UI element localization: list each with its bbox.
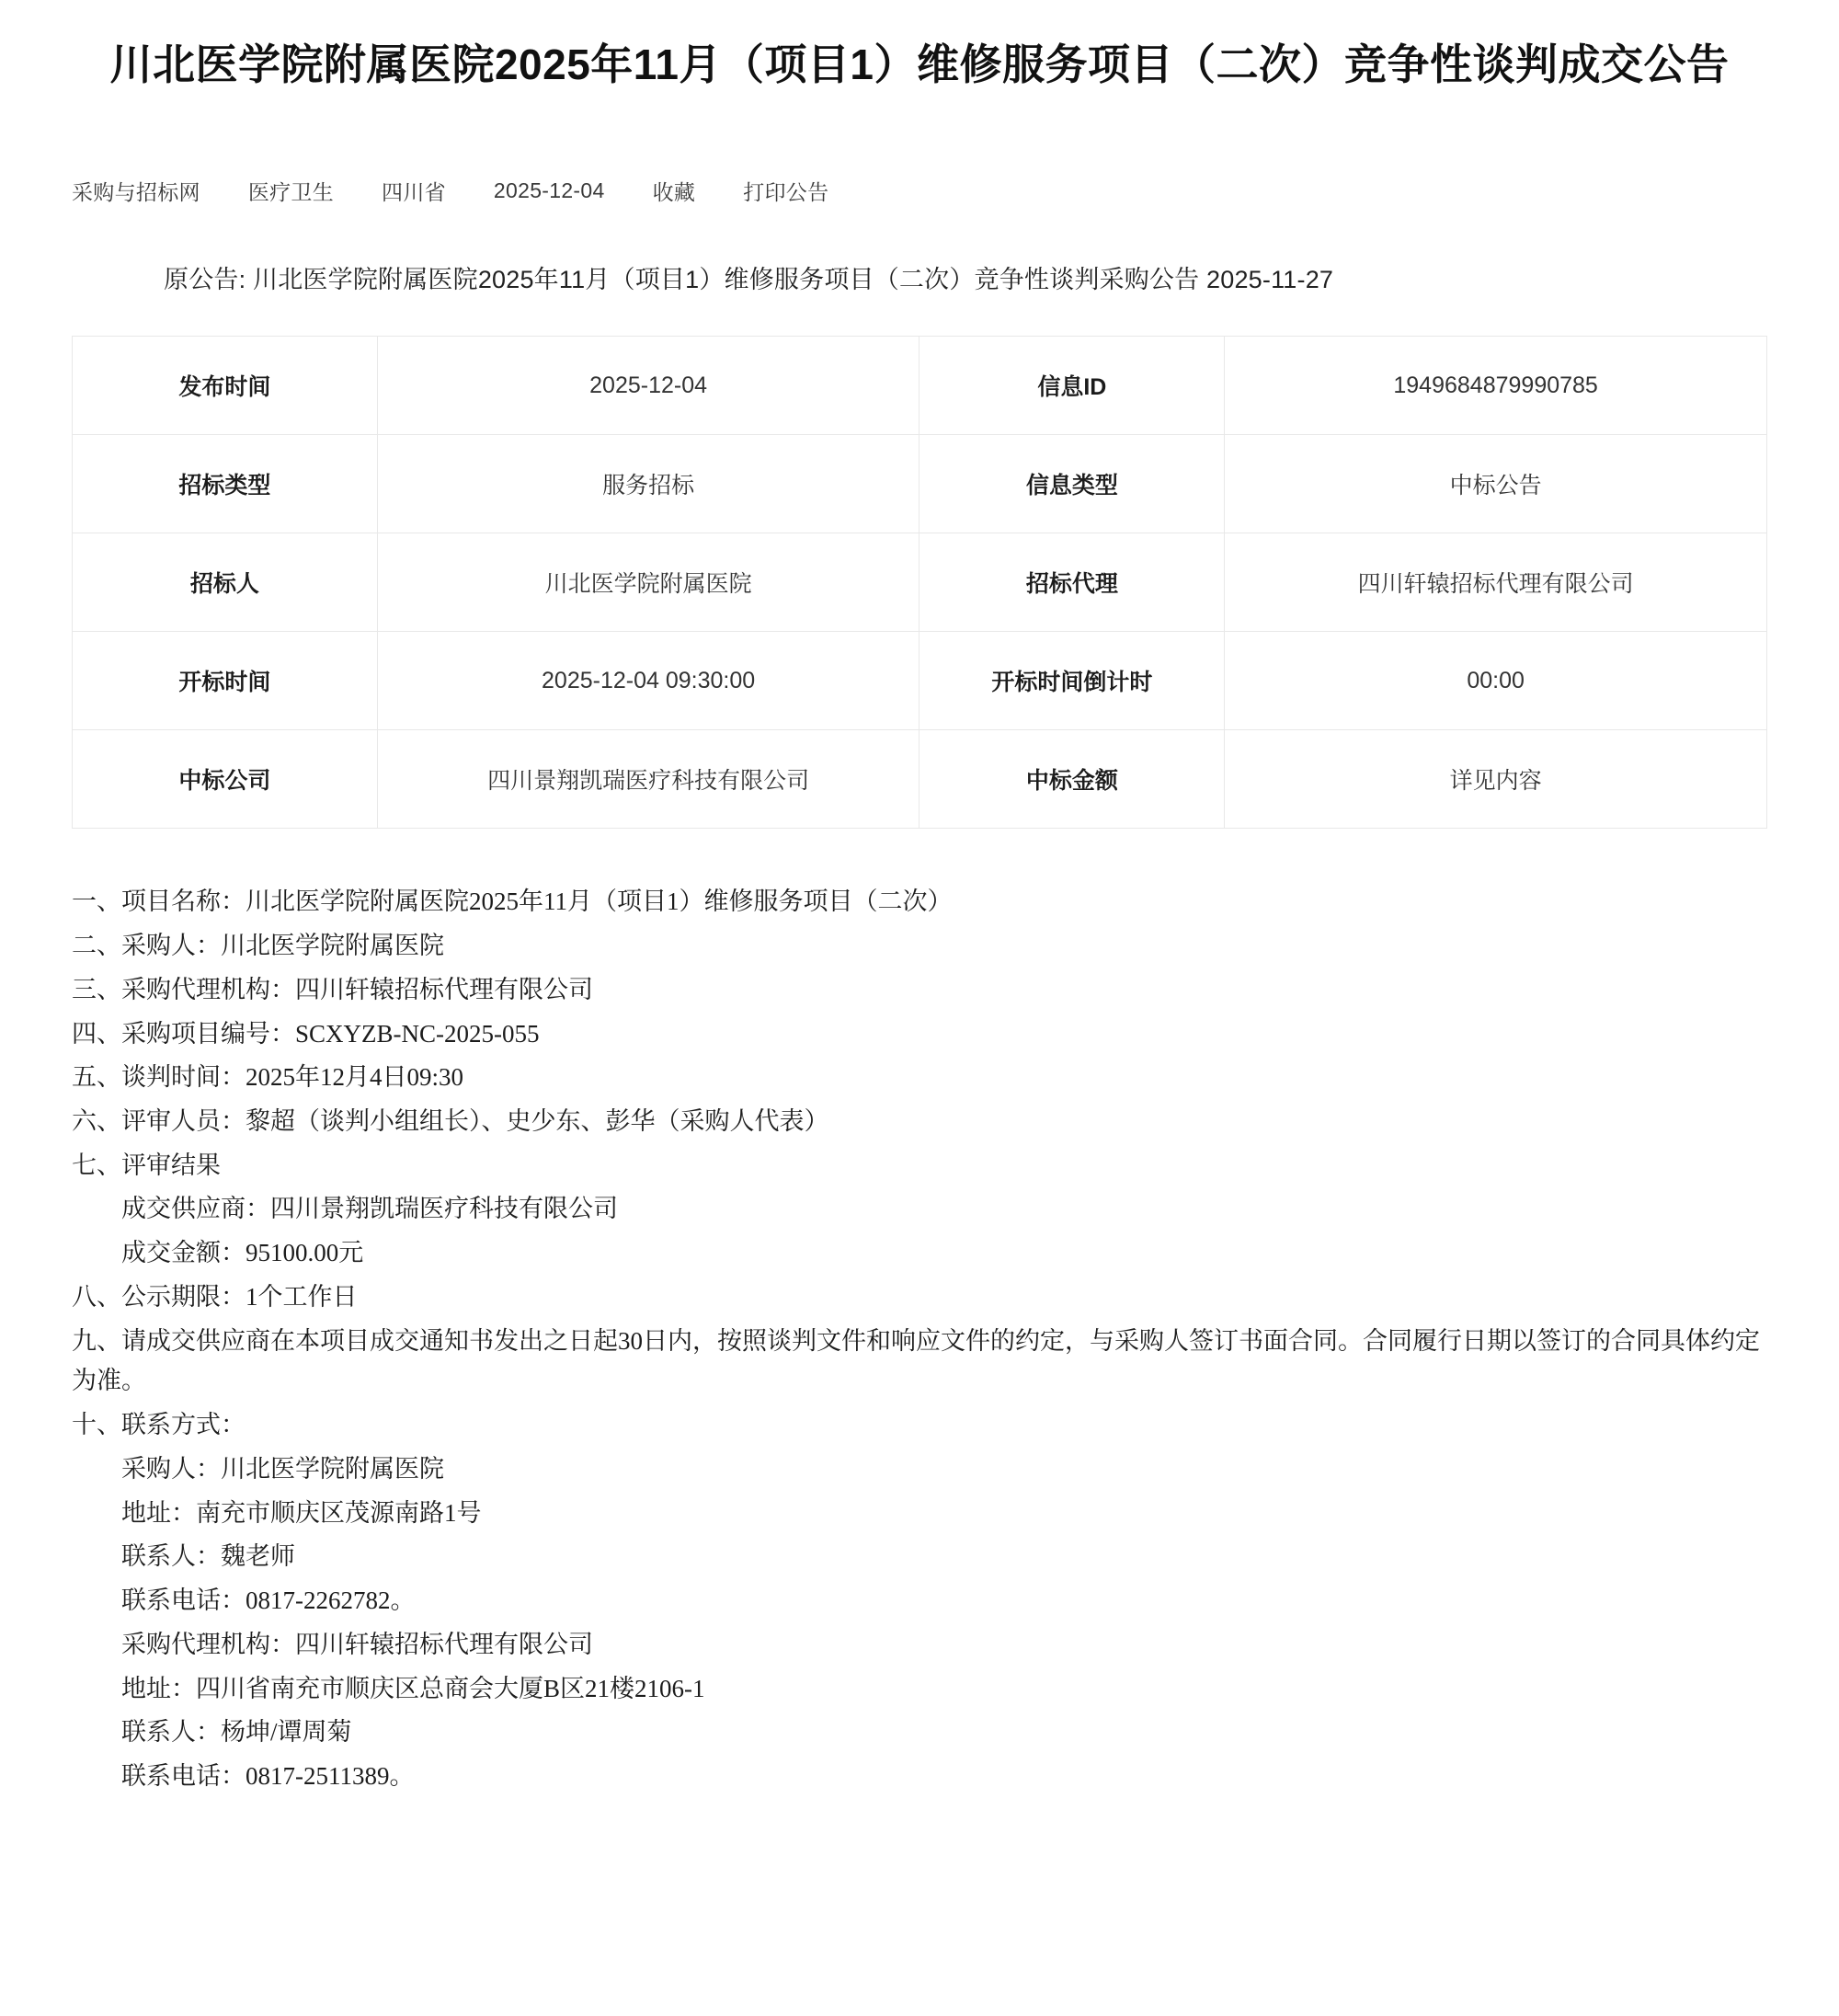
- cell-key: 信息类型: [920, 435, 1225, 533]
- body-line-negotiation-time: 五、谈判时间：2025年12月4日09:30: [72, 1063, 464, 1092]
- info-table: [72, 336, 1767, 829]
- favorite-button[interactable]: 收藏: [652, 180, 696, 205]
- body-line-winning-amount: 成交金额：95100.00元: [121, 1239, 364, 1267]
- table-row: [73, 533, 1767, 632]
- body-line-agency: 三、采购代理机构：四川轩辕招标代理有限公司: [72, 975, 593, 1003]
- cell-key: 开标时间: [73, 632, 378, 730]
- meta-date: 2025-12-04: [493, 178, 605, 203]
- cell-value: 00:00: [1225, 632, 1767, 730]
- bottom-spacer: [0, 1801, 1839, 1828]
- cell-value: 四川轩辕招标代理有限公司: [1225, 533, 1767, 632]
- body-line-agency-name: 采购代理机构：四川轩辕招标代理有限公司: [121, 1630, 593, 1658]
- table-row: [73, 632, 1767, 730]
- cell-key: 中标公司: [73, 730, 378, 829]
- meta-source[interactable]: 采购与招标网: [72, 180, 200, 205]
- original-notice-label: 原公告:: [164, 266, 246, 294]
- cell-key: 信息ID: [920, 337, 1225, 435]
- cell-value: 2025-12-04: [377, 337, 920, 435]
- body-line-publicity-period: 八、公示期限：1个工作日: [72, 1282, 358, 1311]
- info-table-wrapper: [72, 336, 1767, 829]
- cell-value: 中标公告: [1225, 435, 1767, 533]
- body-line-contract-terms: 九、请成交供应商在本项目成交通知书发出之日起30日内，按照谈判文件和响应文件的约定，与采购人签订书面合同。合同履行日期以签订的合同具体约定为准。: [72, 1326, 1760, 1395]
- cell-value: 2025-12-04 09:30:00: [377, 632, 920, 730]
- body-line-purchaser: 二、采购人：川北医学院附属医院: [72, 932, 444, 960]
- cell-key: 开标时间倒计时: [920, 632, 1225, 730]
- meta-bar: [72, 176, 1839, 206]
- body-line-contact-phone: 联系电话：0817-2262782。: [121, 1586, 416, 1615]
- cell-key: 中标金额: [920, 730, 1225, 829]
- body-line-review-result: 七、评审结果: [72, 1151, 221, 1179]
- cell-value: 服务招标: [377, 435, 920, 533]
- cell-key: 发布时间: [73, 337, 378, 435]
- meta-category[interactable]: 医疗卫生: [247, 180, 335, 205]
- print-button[interactable]: 打印公告: [743, 180, 829, 205]
- cell-value: 川北医学院附属医院: [377, 533, 920, 632]
- meta-region[interactable]: 四川省: [382, 180, 446, 205]
- cell-key: 招标代理: [920, 533, 1225, 632]
- cell-key: 招标类型: [73, 435, 378, 533]
- table-row: [73, 337, 1767, 435]
- page-title: 川北医学院附属医院2025年11月（项目1）维修服务项目（二次）竞争性谈判成交公告: [109, 40, 1730, 88]
- body-line-project-number: 四、采购项目编号：SCXYZB-NC-2025-055: [72, 1019, 540, 1048]
- body-line-agency-contact-person: 联系人：杨坤/谭周菊: [121, 1718, 352, 1747]
- cell-value: 四川景翔凯瑞医疗科技有限公司: [377, 730, 920, 829]
- body-line-reviewers: 六、评审人员：黎超（谈判小组组长）、史少东、彭华（采购人代表）: [72, 1106, 829, 1135]
- body-line-contact-heading: 十、联系方式：: [72, 1411, 246, 1439]
- announcement-page: [0, 35, 1839, 1865]
- body-line-agency-contact-phone: 联系电话：0817-2511389。: [121, 1762, 415, 1790]
- cell-value: 详见内容: [1225, 730, 1767, 829]
- body-line-agency-address: 地址：四川省南充市顺庆区总商会大厦B区21楼2106-1: [121, 1674, 705, 1702]
- cell-value: 1949684879990785: [1225, 337, 1767, 435]
- original-notice-line: [164, 259, 1839, 295]
- table-row: [73, 730, 1767, 829]
- cell-key: 招标人: [73, 533, 378, 632]
- body-line-contact-purchaser: 采购人：川北医学院附属医院: [121, 1454, 444, 1483]
- table-row: [73, 435, 1767, 533]
- body-line-contact-person: 联系人：魏老师: [121, 1542, 295, 1571]
- body-line-contact-address: 地址：南充市顺庆区茂源南路1号: [121, 1498, 482, 1527]
- body-line-project-name: 一、项目名称：川北医学院附属医院2025年11月（项目1）维修服务项目（二次）: [72, 888, 953, 916]
- announcement-body: [72, 882, 1767, 1796]
- original-notice-link[interactable]: 川北医学院附属医院2025年11月（项目1）维修服务项目（二次）竞争性谈判采购公告 2025-11-27: [253, 266, 1334, 294]
- body-line-winning-supplier: 成交供应商：四川景翔凯瑞医疗科技有限公司: [121, 1195, 618, 1223]
